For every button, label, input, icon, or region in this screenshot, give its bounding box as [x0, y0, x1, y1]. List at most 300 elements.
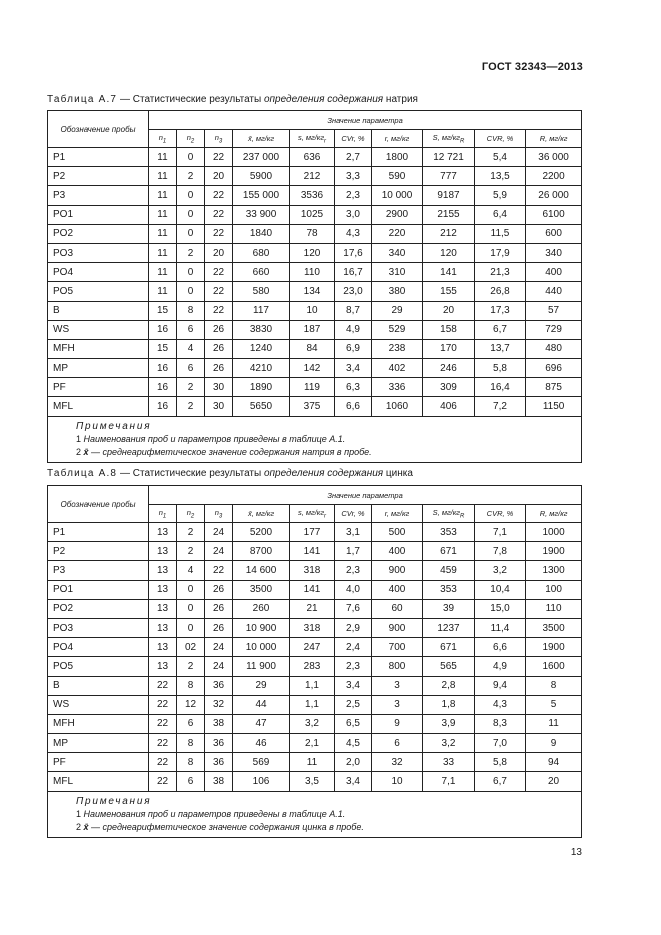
table-cell: 29: [233, 676, 290, 695]
table-cell: 13: [149, 542, 177, 561]
table-cell: 5,8: [475, 753, 526, 772]
sample-name-cell: MFL: [48, 397, 149, 416]
table-cell: 20: [526, 772, 582, 791]
table-cell: 177: [290, 523, 335, 542]
table-cell: 777: [423, 167, 475, 186]
table-cell: 1240: [233, 339, 290, 358]
column-header-label: n: [158, 132, 163, 142]
column-header-label: S, мг/кг: [432, 507, 460, 517]
table-cell: 2,1: [290, 734, 335, 753]
table-row: [48, 676, 582, 695]
table-cell: 5200: [233, 523, 290, 542]
column-header: [526, 505, 582, 523]
table-cell: 353: [423, 523, 475, 542]
table-cell: 36: [205, 753, 233, 772]
table-cell: 247: [290, 638, 335, 657]
table-notes: [48, 416, 582, 463]
table-cell: 13,7: [475, 339, 526, 358]
table-cell: 9187: [423, 186, 475, 205]
table-cell: 2: [177, 523, 205, 542]
table-row: [48, 339, 582, 358]
table-cell: 33: [423, 753, 475, 772]
table-cell: 1025: [290, 205, 335, 224]
table-row: [48, 263, 582, 282]
column-header: [205, 505, 233, 523]
table-cell: 30: [205, 378, 233, 397]
table-cell: 16: [149, 359, 177, 378]
column-header-label: x̄, мг/кг: [247, 509, 275, 518]
table-cell: 36: [205, 734, 233, 753]
table-cell: 11: [149, 243, 177, 262]
column-header-label: n: [214, 132, 219, 142]
caption-text: Статистические результаты: [132, 468, 264, 479]
table-cell: 1060: [372, 397, 423, 416]
table-cell: 22: [205, 282, 233, 301]
table-cell: 39: [423, 599, 475, 618]
table-cell: 22: [149, 695, 177, 714]
table-cell: 1890: [233, 378, 290, 397]
table-cell: 6,4: [475, 205, 526, 224]
table-cell: 155: [423, 282, 475, 301]
table-cell: 0: [177, 186, 205, 205]
table-cell: 11: [149, 167, 177, 186]
table-cell: 2,3: [335, 186, 372, 205]
table-cell: 23,0: [335, 282, 372, 301]
table-cell: 7,6: [335, 599, 372, 618]
table-cell: 2900: [372, 205, 423, 224]
table-cell: 310: [372, 263, 423, 282]
table-cell: 11: [149, 224, 177, 243]
table-cell: 4,9: [335, 320, 372, 339]
table-cell: 22: [205, 186, 233, 205]
table-a8: [47, 485, 582, 838]
column-header-label: r, мг/кг: [384, 134, 410, 143]
table-cell: 0: [177, 580, 205, 599]
table-cell: 1000: [526, 523, 582, 542]
column-header-label: r, мг/кг: [384, 509, 410, 518]
table-row: [48, 714, 582, 733]
table-a7: [47, 110, 582, 463]
table-cell: 400: [526, 263, 582, 282]
table-cell: 800: [372, 657, 423, 676]
table-cell: 158: [423, 320, 475, 339]
table-cell: 20: [423, 301, 475, 320]
table-cell: 6: [177, 772, 205, 791]
caption-dash: —: [117, 94, 133, 105]
column-header: [475, 505, 526, 523]
table-cell: 7,1: [423, 772, 475, 791]
table-cell: 12: [177, 695, 205, 714]
table-row: [48, 205, 582, 224]
table-cell: 4,3: [475, 695, 526, 714]
table-cell: 110: [290, 263, 335, 282]
table-cell: 8: [177, 753, 205, 772]
table-cell: 26 000: [526, 186, 582, 205]
table-cell: 13: [149, 638, 177, 657]
table-cell: 13: [149, 523, 177, 542]
table-cell: 13: [149, 580, 177, 599]
table-cell: 336: [372, 378, 423, 397]
table-cell: 3,3: [335, 167, 372, 186]
table-cell: 590: [372, 167, 423, 186]
table-cell: 3: [372, 695, 423, 714]
table-row: [48, 580, 582, 599]
table-cell: 13: [149, 618, 177, 637]
table-cell: 529: [372, 320, 423, 339]
table-cell: 340: [372, 243, 423, 262]
table-cell: 7,0: [475, 734, 526, 753]
table-cell: 11 900: [233, 657, 290, 676]
column-header-label: CVR, %: [486, 509, 514, 518]
column-header: [177, 505, 205, 523]
table-cell: 700: [372, 638, 423, 657]
column-header-subscript: 3: [218, 138, 223, 145]
table-cell: 1900: [526, 542, 582, 561]
table-cell: 20: [205, 243, 233, 262]
table-cell: 6,7: [475, 320, 526, 339]
sample-name-cell: WS: [48, 695, 149, 714]
table-cell: 8: [177, 301, 205, 320]
column-header-subscript: 3: [218, 513, 223, 520]
table-cell: 8,3: [475, 714, 526, 733]
table-cell: 4,3: [335, 224, 372, 243]
sample-name-cell: PO3: [48, 243, 149, 262]
table-cell: 6100: [526, 205, 582, 224]
caption-text: Статистические результаты: [132, 94, 264, 105]
column-header-label: S, мг/кг: [432, 132, 460, 142]
table-cell: 21,3: [475, 263, 526, 282]
table-cell: 1,7: [335, 542, 372, 561]
table-cell: 22: [205, 224, 233, 243]
table-cell: 46: [233, 734, 290, 753]
sample-name-cell: P2: [48, 542, 149, 561]
table-row: [48, 224, 582, 243]
table-cell: 11: [526, 714, 582, 733]
table-cell: 3500: [526, 618, 582, 637]
table-cell: 340: [526, 243, 582, 262]
page-number: 13: [570, 847, 582, 858]
sample-name-cell: PO2: [48, 224, 149, 243]
table-cell: 38: [205, 772, 233, 791]
column-header-subscript: 1: [162, 138, 167, 145]
table-cell: 155 000: [233, 186, 290, 205]
table-cell: 402: [372, 359, 423, 378]
mean-symbol: x̄: [83, 446, 89, 457]
sample-name-cell: MFH: [48, 339, 149, 358]
table-cell: 6,6: [335, 397, 372, 416]
column-header-label: n: [214, 507, 219, 517]
table-cell: 11,4: [475, 618, 526, 637]
table-cell: 5,8: [475, 359, 526, 378]
table-cell: 7,2: [475, 397, 526, 416]
table-row: [48, 753, 582, 772]
table-cell: 238: [372, 339, 423, 358]
table-cell: 875: [526, 378, 582, 397]
table-cell: 11: [149, 186, 177, 205]
table-cell: 4: [177, 561, 205, 580]
table-cell: 2155: [423, 205, 475, 224]
column-header-label: R, мг/кг: [539, 509, 568, 518]
table-cell: 900: [372, 561, 423, 580]
table-cell: 8700: [233, 542, 290, 561]
table-cell: 309: [423, 378, 475, 397]
column-header-label: R, мг/кг: [539, 134, 568, 143]
table-cell: 47: [233, 714, 290, 733]
column-header-label: n: [186, 132, 191, 142]
table-cell: 4,0: [335, 580, 372, 599]
table-cell: 29: [372, 301, 423, 320]
name-header: Обозначение пробы: [48, 486, 149, 523]
table-cell: 141: [290, 580, 335, 599]
table-cell: 6,6: [475, 638, 526, 657]
column-header: [423, 505, 475, 523]
table-cell: 2,5: [335, 695, 372, 714]
column-header: [335, 505, 372, 523]
table-cell: 22: [205, 263, 233, 282]
table-row: [48, 186, 582, 205]
table-row: [48, 695, 582, 714]
table-cell: 170: [423, 339, 475, 358]
table-cell: 22: [149, 734, 177, 753]
table-cell: 1,8: [423, 695, 475, 714]
sample-name-cell: PF: [48, 378, 149, 397]
table-cell: 24: [205, 523, 233, 542]
table-cell: 4210: [233, 359, 290, 378]
table-cell: 2,7: [335, 148, 372, 167]
table-cell: 141: [290, 542, 335, 561]
table-cell: 6,3: [335, 378, 372, 397]
table-cell: 17,6: [335, 243, 372, 262]
table-cell: 4,9: [475, 657, 526, 676]
table-cell: 44: [233, 695, 290, 714]
table-cell: 400: [372, 580, 423, 599]
caption-dash: —: [117, 468, 133, 479]
group-header: Значение параметра: [149, 111, 582, 130]
column-header-subscript: r: [324, 138, 327, 145]
column-header: [475, 130, 526, 148]
table-cell: 2: [177, 397, 205, 416]
table-cell: 7,8: [475, 542, 526, 561]
table-row: [48, 167, 582, 186]
column-header-label: s, мг/кг: [297, 507, 325, 517]
table-cell: 2200: [526, 167, 582, 186]
table-cell: 78: [290, 224, 335, 243]
sample-name-cell: PO3: [48, 618, 149, 637]
table-cell: 2: [177, 542, 205, 561]
table-cell: 110: [526, 599, 582, 618]
table-cell: 10: [290, 301, 335, 320]
table-cell: 2: [177, 657, 205, 676]
table-cell: 02: [177, 638, 205, 657]
table-cell: 9,4: [475, 676, 526, 695]
table-cell: 134: [290, 282, 335, 301]
table-cell: 11: [149, 263, 177, 282]
table-cell: 6,7: [475, 772, 526, 791]
table-row: [48, 657, 582, 676]
table-cell: 13: [149, 561, 177, 580]
table-cell: 30: [205, 397, 233, 416]
table-cell: 15,0: [475, 599, 526, 618]
table-row: [48, 301, 582, 320]
sample-name-cell: PO4: [48, 263, 149, 282]
table-row: [48, 638, 582, 657]
sample-name-cell: PO4: [48, 638, 149, 657]
table-cell: 10,4: [475, 580, 526, 599]
table-cell: 84: [290, 339, 335, 358]
note-2: — среднеарифметическое значение содержания цинка в пробе.: [88, 821, 364, 832]
table-cell: 2: [177, 378, 205, 397]
table-cell: 353: [423, 580, 475, 599]
table-cell: 220: [372, 224, 423, 243]
table-cell: 0: [177, 205, 205, 224]
table-cell: 1237: [423, 618, 475, 637]
table-cell: 671: [423, 638, 475, 657]
table-cell: 16,4: [475, 378, 526, 397]
table-cell: 0: [177, 599, 205, 618]
table-cell: 380: [372, 282, 423, 301]
note-1-number: 1: [76, 434, 82, 445]
column-header-subscript: 1: [162, 513, 167, 520]
sample-name-cell: P3: [48, 561, 149, 580]
table-cell: 60: [372, 599, 423, 618]
table-cell: 0: [177, 618, 205, 637]
table-cell: 2,3: [335, 657, 372, 676]
table-cell: 24: [205, 657, 233, 676]
table-cell: 13: [149, 657, 177, 676]
sample-name-cell: P1: [48, 148, 149, 167]
table-cell: 12 721: [423, 148, 475, 167]
table-cell: 26: [205, 320, 233, 339]
table-cell: 3,9: [423, 714, 475, 733]
table-cell: 11,5: [475, 224, 526, 243]
table-cell: 9: [372, 714, 423, 733]
table-cell: 600: [526, 224, 582, 243]
table-cell: 1600: [526, 657, 582, 676]
table-row: [48, 282, 582, 301]
table-cell: 26: [205, 580, 233, 599]
column-header: [372, 130, 423, 148]
table-cell: 17,3: [475, 301, 526, 320]
column-header-label: x̄, мг/кг: [247, 134, 275, 143]
caption-text-italic: определения содержания: [263, 468, 384, 479]
table-cell: 26: [205, 339, 233, 358]
table-cell: 318: [290, 561, 335, 580]
table-cell: 26,8: [475, 282, 526, 301]
column-header: [177, 130, 205, 148]
column-header: [233, 130, 290, 148]
table-cell: 671: [423, 542, 475, 561]
table-cell: 120: [423, 243, 475, 262]
caption-label: Таблица А.8: [47, 468, 118, 479]
table-cell: 36: [205, 676, 233, 695]
table-cell: 0: [177, 224, 205, 243]
table-cell: 11: [149, 205, 177, 224]
table-cell: 22: [205, 205, 233, 224]
table-cell: 6: [372, 734, 423, 753]
table-cell: 260: [233, 599, 290, 618]
table-cell: 100: [526, 580, 582, 599]
sample-name-cell: PF: [48, 753, 149, 772]
table-row: [48, 542, 582, 561]
table-cell: 22: [205, 561, 233, 580]
table-row: [48, 320, 582, 339]
sample-name-cell: PO2: [48, 599, 149, 618]
table-cell: 406: [423, 397, 475, 416]
table-cell: 13: [149, 599, 177, 618]
note-1: Наименования проб и параметров приведены в таблице А.1.: [81, 434, 346, 445]
sample-name-cell: PO1: [48, 205, 149, 224]
table-cell: 6: [177, 714, 205, 733]
table-cell: 5,9: [475, 186, 526, 205]
table-cell: 21: [290, 599, 335, 618]
table-cell: 1,1: [290, 695, 335, 714]
table-cell: 6: [177, 359, 205, 378]
table-cell: 8: [177, 734, 205, 753]
sample-name-cell: MP: [48, 734, 149, 753]
column-header: [233, 505, 290, 523]
table-cell: 10 900: [233, 618, 290, 637]
column-header: [335, 130, 372, 148]
table-cell: 38: [205, 714, 233, 733]
table-cell: 246: [423, 359, 475, 378]
table-cell: 94: [526, 753, 582, 772]
table-cell: 20: [205, 167, 233, 186]
table-cell: 187: [290, 320, 335, 339]
group-header: Значение параметра: [149, 486, 582, 505]
table-cell: 3,4: [335, 676, 372, 695]
table-cell: 1800: [372, 148, 423, 167]
table-cell: 3,5: [290, 772, 335, 791]
table-cell: 22: [149, 714, 177, 733]
table-cell: 5,4: [475, 148, 526, 167]
table-cell: 26: [205, 359, 233, 378]
table-cell: 680: [233, 243, 290, 262]
note-2: — среднеарифметическое значение содержания натрия в пробе.: [88, 446, 372, 457]
table-cell: 212: [290, 167, 335, 186]
table-cell: 22: [149, 676, 177, 695]
notes-title: Примечания: [76, 795, 152, 807]
table-cell: 569: [233, 753, 290, 772]
table-row: [48, 378, 582, 397]
table-cell: 22: [205, 301, 233, 320]
sample-name-cell: MP: [48, 359, 149, 378]
column-header: [290, 130, 335, 148]
column-header-subscript: 2: [190, 138, 195, 145]
table-cell: 3: [372, 676, 423, 695]
table-cell: 11: [149, 148, 177, 167]
table-cell: 5: [526, 695, 582, 714]
table-cell: 5900: [233, 167, 290, 186]
caption-text-italic: определения содержания: [263, 94, 384, 105]
sample-name-cell: WS: [48, 320, 149, 339]
note-2-number: 2: [76, 821, 82, 832]
sample-name-cell: B: [48, 301, 149, 320]
column-header: [423, 130, 475, 148]
table-cell: 375: [290, 397, 335, 416]
table-body: [48, 148, 582, 417]
table-cell: 8,7: [335, 301, 372, 320]
table-a8-caption: [47, 468, 413, 479]
table-cell: 2,8: [423, 676, 475, 695]
sample-name-cell: P1: [48, 523, 149, 542]
table-cell: 10 000: [233, 638, 290, 657]
table-cell: 36 000: [526, 148, 582, 167]
column-header-subscript: 2: [190, 513, 195, 520]
sample-name-cell: MFL: [48, 772, 149, 791]
table-cell: 16: [149, 397, 177, 416]
table-cell: 0: [177, 282, 205, 301]
table-cell: 22: [149, 753, 177, 772]
